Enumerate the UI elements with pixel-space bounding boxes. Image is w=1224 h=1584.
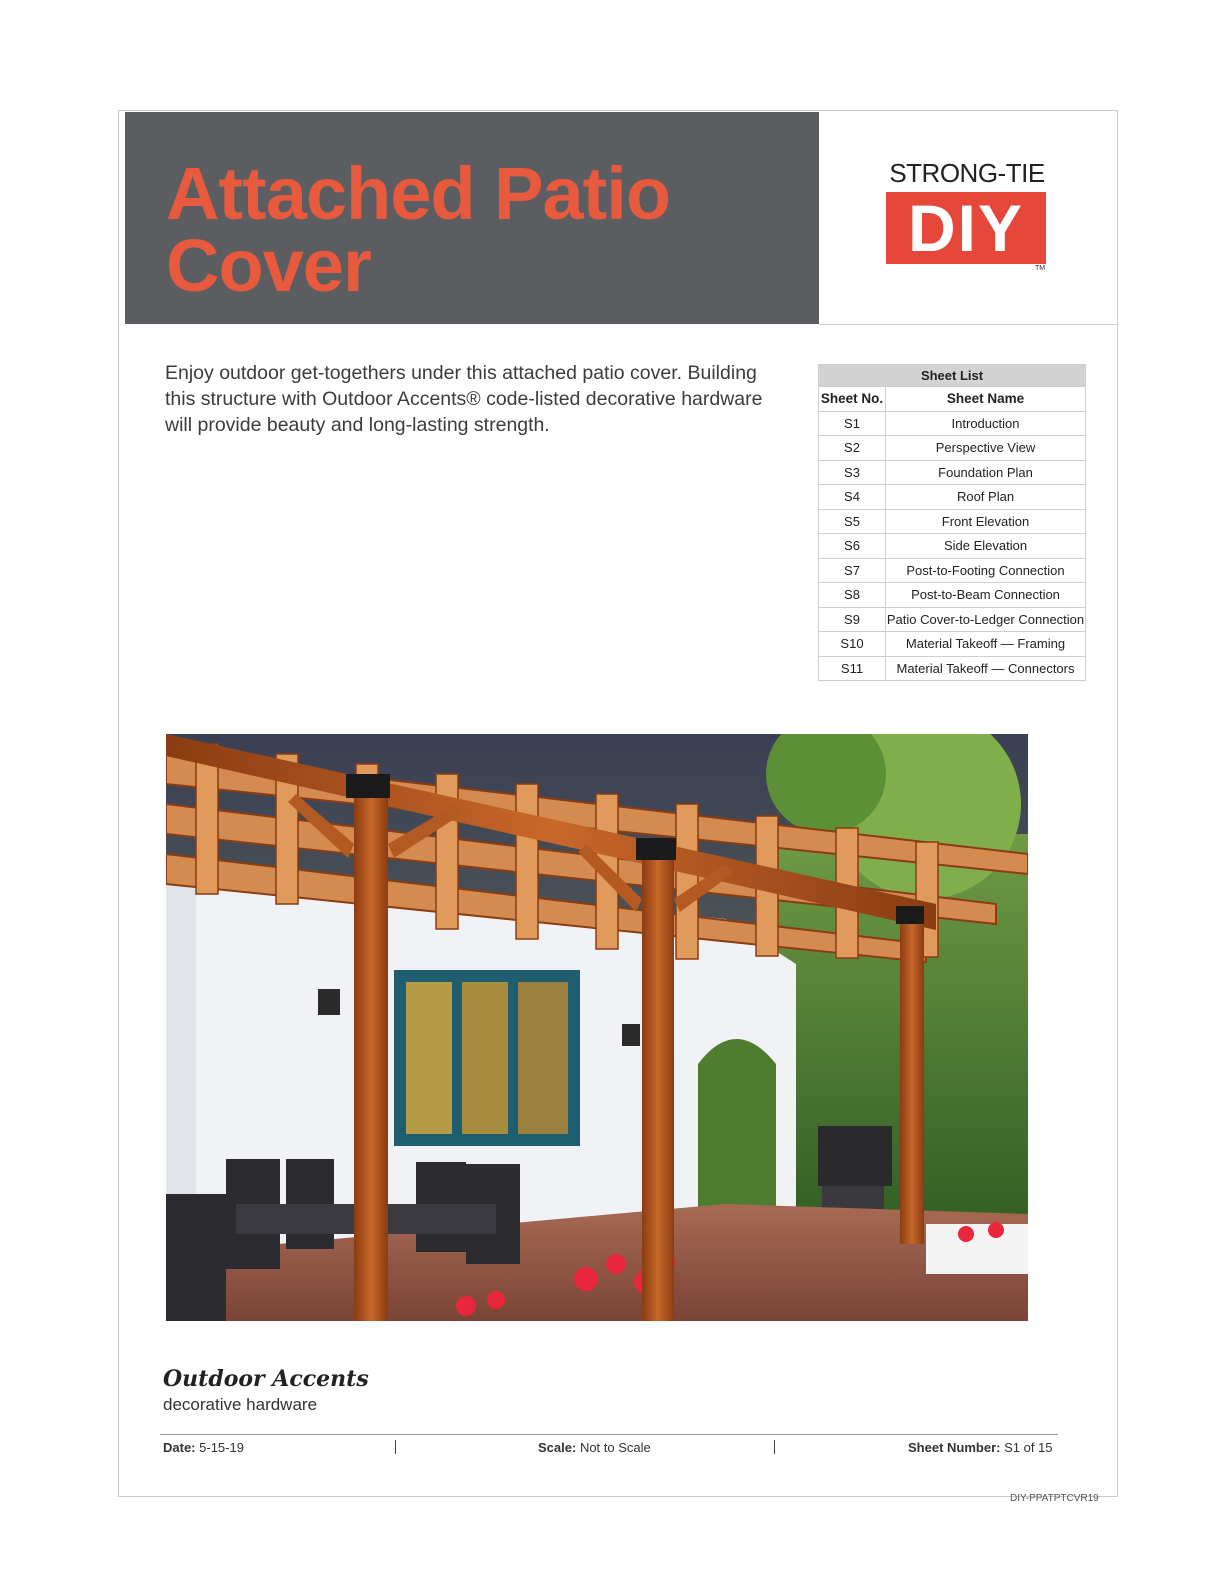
footer-scale-label: Scale: xyxy=(538,1440,577,1455)
col-sheet-name: Sheet Name xyxy=(886,387,1086,412)
table-row xyxy=(819,583,1086,608)
outdoor-accents-logo: Outdoor Accents xyxy=(163,1366,369,1392)
photo-post xyxy=(642,854,674,1321)
sheet-name: Foundation Plan xyxy=(886,460,1086,485)
title-line-2: Cover xyxy=(166,224,371,307)
photo-hardware-bracket xyxy=(636,838,676,860)
outdoor-accents-tagline: decorative hardware xyxy=(163,1395,318,1414)
sheet-name: Introduction xyxy=(886,411,1086,436)
sheet-name: Post-to-Footing Connection xyxy=(886,558,1086,583)
footer-separator xyxy=(395,1440,396,1454)
footer-date xyxy=(163,1440,244,1455)
sheet-no: S2 xyxy=(819,436,886,461)
sheet-no: S4 xyxy=(819,485,886,510)
sheet-no: S5 xyxy=(819,509,886,534)
sheet-list-caption: Sheet List xyxy=(819,365,1086,387)
sheet-no: S8 xyxy=(819,583,886,608)
footer-sheet-label: Sheet Number: xyxy=(908,1440,1001,1455)
sheet-no: S3 xyxy=(819,460,886,485)
table-row xyxy=(819,656,1086,681)
table-row xyxy=(819,411,1086,436)
sheet-name: Post-to-Beam Connection xyxy=(886,583,1086,608)
title-line-1: Attached Patio xyxy=(166,152,671,235)
sheet-list-table xyxy=(818,364,1086,681)
sheet-no: S1 xyxy=(819,411,886,436)
footer-date-value: 5-15-19 xyxy=(199,1440,244,1455)
intro-paragraph: Enjoy outdoor get-togethers under this attached patio cover. Building this structure with Outdoor Accents® code-listed decorative hardware will provide beauty and long-lasting strength. xyxy=(165,362,763,436)
table-row xyxy=(819,509,1086,534)
sheet-no: S6 xyxy=(819,534,886,559)
sheet-name: Front Elevation xyxy=(886,509,1086,534)
col-sheet-no: Sheet No. xyxy=(819,387,886,412)
sheet-no: S7 xyxy=(819,558,886,583)
photo-hardware-bracket xyxy=(896,906,924,924)
logo-strong-tie: STRONG-TIE xyxy=(889,158,1045,188)
photo-lamp xyxy=(318,989,340,1015)
table-row xyxy=(819,607,1086,632)
photo-window-glass xyxy=(406,982,452,1134)
sheet-no: S11 xyxy=(819,656,886,681)
table-row xyxy=(819,558,1086,583)
table-row xyxy=(819,485,1086,510)
footer-scale-value: Not to Scale xyxy=(579,1440,651,1455)
page-title xyxy=(166,152,806,307)
sheet-no: S9 xyxy=(819,607,886,632)
sheet-name: Material Takeoff — Framing xyxy=(886,632,1086,657)
footer-separator xyxy=(774,1440,775,1454)
footer-sheet-number xyxy=(908,1440,1053,1455)
footer-scale xyxy=(538,1440,651,1455)
sheet-name: Side Elevation xyxy=(886,534,1086,559)
logo-diy: DIY xyxy=(886,192,1046,264)
table-row xyxy=(819,632,1086,657)
table-row xyxy=(819,534,1086,559)
document-id: DIY-PPATPTCVR19 xyxy=(1010,1493,1099,1504)
photo-lamp xyxy=(622,1024,640,1046)
table-row xyxy=(819,460,1086,485)
footer-sheet-value: S1 of 15 xyxy=(1004,1440,1053,1455)
photo-post xyxy=(900,914,924,1244)
photo-grill xyxy=(818,1126,892,1186)
sheet-name: Perspective View xyxy=(886,436,1086,461)
sheet-name: Patio Cover-to-Ledger Connection xyxy=(886,607,1086,632)
photo-hardware-bracket xyxy=(346,774,390,798)
photo-planter xyxy=(926,1224,1028,1274)
table-row xyxy=(819,436,1086,461)
sheet-no: S10 xyxy=(819,632,886,657)
footer-divider xyxy=(160,1434,1058,1435)
sheet-name: Material Takeoff — Connectors xyxy=(886,656,1086,681)
patio-cover-photo xyxy=(166,734,1028,1321)
photo-post xyxy=(354,794,388,1321)
logo-trademark: TM xyxy=(1035,265,1046,272)
sheet-name: Roof Plan xyxy=(886,485,1086,510)
footer-date-label: Date: xyxy=(163,1440,196,1455)
photo-window-glass xyxy=(462,982,508,1134)
photo-window-glass xyxy=(518,982,568,1134)
